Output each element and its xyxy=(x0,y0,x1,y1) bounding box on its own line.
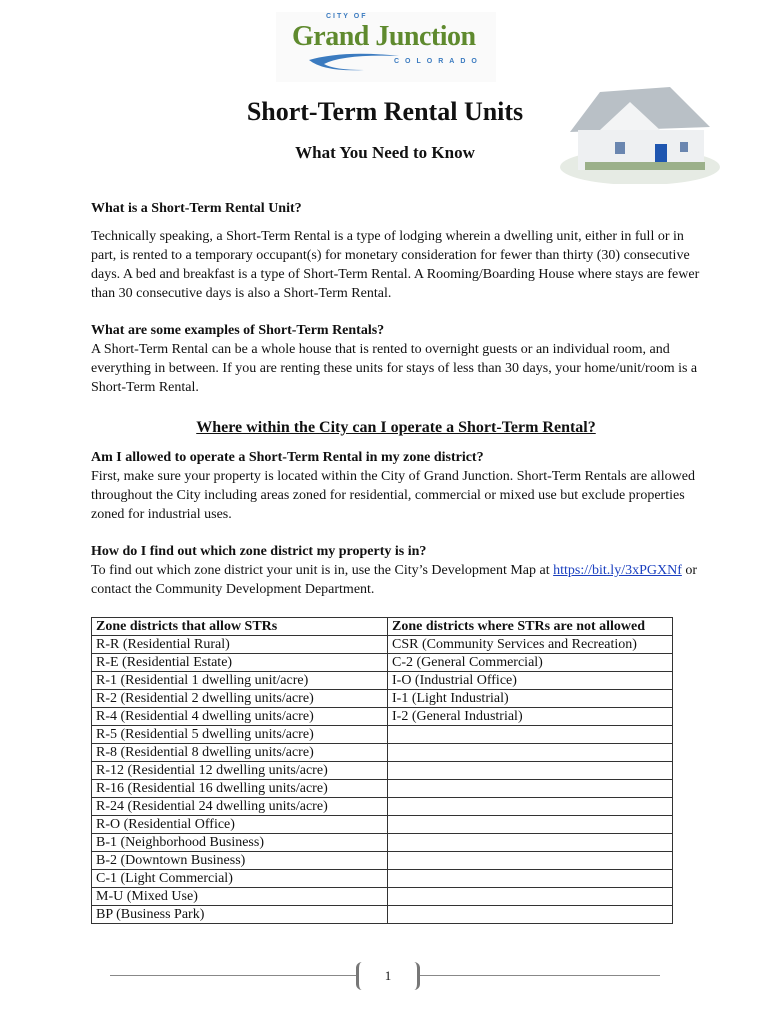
not-allowed-zone-cell xyxy=(388,888,673,906)
q4-heading: How do I find out which zone district my property is in? xyxy=(91,544,427,559)
table-header-row xyxy=(92,618,673,636)
not-allowed-zone-cell xyxy=(388,726,673,744)
not-allowed-zone-cell xyxy=(388,906,673,924)
table-header: Zone districts where STRs are not allowed xyxy=(388,618,673,636)
q4-text-end: or contact the Community Development Department. xyxy=(91,563,698,597)
zone-table xyxy=(91,617,673,924)
allowed-zone-cell: BP (Business Park) xyxy=(92,906,388,924)
q3-body: First, make sure your property is located within the City of Grand Junction. Short-Term Rentals are allowed throughout the City including areas zoned for residential, commercial or mixed use but exclude properties zoned for industrial uses. xyxy=(91,469,695,522)
table-row xyxy=(92,708,673,726)
table-row xyxy=(92,726,673,744)
table-row xyxy=(92,744,673,762)
table-row xyxy=(92,888,673,906)
section-heading: Where within the City can I operate a Short-Term Rental? xyxy=(196,419,596,436)
table-row xyxy=(92,798,673,816)
allowed-zone-cell: R-24 (Residential 24 dwelling units/acre) xyxy=(92,798,388,816)
allowed-zone-cell: M-U (Mixed Use) xyxy=(92,888,388,906)
table-header: Zone districts that allow STRs xyxy=(92,618,388,636)
allowed-zone-cell: R-5 (Residential 5 dwelling units/acre) xyxy=(92,726,388,744)
table-row xyxy=(92,816,673,834)
table-row xyxy=(92,870,673,888)
table-row xyxy=(92,780,673,798)
logo-text-city-of: CITY OF xyxy=(326,13,368,20)
city-logo xyxy=(276,12,496,82)
not-allowed-zone-cell xyxy=(388,744,673,762)
not-allowed-zone-cell xyxy=(388,798,673,816)
allowed-zone-cell: B-1 (Neighborhood Business) xyxy=(92,834,388,852)
q1-body: Technically speaking, a Short-Term Rental is a type of lodging wherein a dwelling unit, either in full or in part, is rented to a temporary occupant(s) for monetary consideration for fewer than thirty (30) consecutive days. A bed and breakfast is a type of Short-Term Rental. A Rooming/Boarding House where stays are fewer than 30 consecutive days is also a Short-Term Rental. xyxy=(91,229,700,301)
page-subtitle: What You Need to Know xyxy=(295,143,475,162)
not-allowed-zone-cell: I-1 (Light Industrial) xyxy=(388,690,673,708)
not-allowed-zone-cell: I-2 (General Industrial) xyxy=(388,708,673,726)
allowed-zone-cell: R-1 (Residential 1 dwelling unit/acre) xyxy=(92,672,388,690)
table-row xyxy=(92,636,673,654)
allowed-zone-cell: R-R (Residential Rural) xyxy=(92,636,388,654)
logo-swoosh-icon xyxy=(304,52,404,72)
allowed-zone-cell: R-12 (Residential 12 dwelling units/acre) xyxy=(92,762,388,780)
not-allowed-zone-cell xyxy=(388,852,673,870)
q1-heading: What is a Short-Term Rental Unit? xyxy=(91,201,302,216)
allowed-zone-cell: R-8 (Residential 8 dwelling units/acre) xyxy=(92,744,388,762)
logo-text-name: Grand Junction xyxy=(292,21,476,52)
not-allowed-zone-cell xyxy=(388,762,673,780)
house-image xyxy=(560,72,720,184)
table-row xyxy=(92,852,673,870)
not-allowed-zone-cell xyxy=(388,780,673,798)
allowed-zone-cell: R-E (Residential Estate) xyxy=(92,654,388,672)
allowed-zone-cell: R-16 (Residential 16 dwelling units/acre) xyxy=(92,780,388,798)
allowed-zone-cell: C-1 (Light Commercial) xyxy=(92,870,388,888)
not-allowed-zone-cell: CSR (Community Services and Recreation) xyxy=(388,636,673,654)
not-allowed-zone-cell xyxy=(388,870,673,888)
q2-heading: What are some examples of Short-Term Rentals? xyxy=(91,323,385,338)
page-number: 1 xyxy=(356,962,420,990)
table-row xyxy=(92,672,673,690)
not-allowed-zone-cell xyxy=(388,834,673,852)
allowed-zone-cell: R-O (Residential Office) xyxy=(92,816,388,834)
allowed-zone-cell: R-4 (Residential 4 dwelling units/acre) xyxy=(92,708,388,726)
q4-text: To find out which zone district your unit is in, use the City’s Development Map at xyxy=(91,563,554,578)
table-row xyxy=(92,690,673,708)
development-map-link[interactable]: https://bit.ly/3xPGXNf xyxy=(553,563,682,578)
table-row xyxy=(92,762,673,780)
q3-heading: Am I allowed to operate a Short-Term Rental in my zone district? xyxy=(91,450,484,465)
page-title: Short-Term Rental Units xyxy=(246,97,524,126)
allowed-zone-cell: B-2 (Downtown Business) xyxy=(92,852,388,870)
q2-body: A Short-Term Rental can be a whole house that is rented to overnight guests or an individual room, and everything in between. If you are renting these units for stays of less than 30 days, your home/unit/room is a Short-Term Rental. xyxy=(91,342,698,395)
not-allowed-zone-cell xyxy=(388,816,673,834)
not-allowed-zone-cell: I-O (Industrial Office) xyxy=(388,672,673,690)
table-row xyxy=(92,906,673,924)
not-allowed-zone-cell: C-2 (General Commercial) xyxy=(388,654,673,672)
table-row xyxy=(92,654,673,672)
table-row xyxy=(92,834,673,852)
q4-body xyxy=(91,561,701,599)
logo-text-colorado: COLORADO xyxy=(394,58,483,65)
document-body xyxy=(91,199,701,924)
allowed-zone-cell: R-2 (Residential 2 dwelling units/acre) xyxy=(92,690,388,708)
